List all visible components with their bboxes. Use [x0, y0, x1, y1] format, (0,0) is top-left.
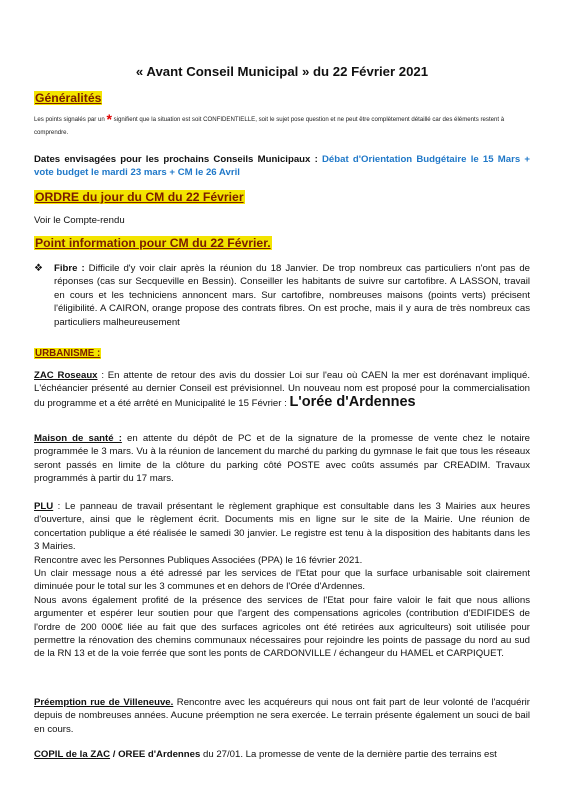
section-heading-urbanisme: URBANISME :	[35, 348, 101, 359]
zac-roseaux-paragraph: ZAC Roseaux : En attente de retour des avis du dossier Loi sur l'eau où CAEN la mer est dorénavant impliqué. L'échéancier présenté au dernier Conseil est prévisionnel. Un nouveau nom est proposé pour la commercialisation du programme et a été arrêté en Municipalité le 15 Février : L'orée d'Ardennes	[34, 370, 530, 410]
section-heading-generalites: Généralités	[35, 91, 102, 105]
plu-paragraph-1: PLU : Le panneau de travail présentant le règlement graphique est consultable dans les 3 Mairies aux heures d'ouverture, ainsi que le règlement écrit. Documents mis en ligne sur le site de la Mairie. Une réunion de concertation publique a été réalisée le samedi 30 janvier. Le registre est tenu à la disposition des habitants dans les 3 Mairies.	[34, 501, 530, 553]
confidentiality-note: Les points signalés par un * signifient que la situation est soit CONFIDENTIELLE, soit le sujet pose question et ne peut être complètement détaillé car des éléments restent à comprendre.	[34, 111, 505, 136]
next-council-dates: Dates envisagées pour les prochains Conseils Municipaux : Débat d'Orientation Budgétaire le 15 Mars + vote budget le mardi 23 mars + CM le 26 Avril	[34, 154, 530, 179]
section-heading-point-info: Point information pour CM du 22 Février.	[35, 236, 271, 250]
section-heading-ordre: ORDRE du jour du CM du 22 Février	[35, 190, 244, 204]
diamond-bullet-icon: ❖	[34, 263, 43, 274]
maison-de-sante-paragraph: Maison de santé : en attente du dépôt de PC et de la signature de la promesse de vente chez le notaire programmée le 3 mars. Vu à la réunion de lancement du marché du parking du gymnase le fait que tous les réseaux seront passés en limite de la clôture du parking côté POSTE avec coûts assumés par CREADIM. Travaux programmés à partir du 17 mars.	[34, 433, 530, 485]
fibre-bullet: ❖ Fibre : Difficile d'y voir clair après la réunion du 18 Janvier. De trop nombreux cas particuliers n'ont pas de réponses (cas sur Secqueville en Bessin). Conseiller les habitants de suivre sur cartofibre. A LASSON, travail en cours et les techniciens annoncent mars. Sur cartofibre, nombreuses maisons (points verts) précisent l'éligibilité. A CAIRON, orange propose des contrats fibres. On est proche, mais il y aura de très nombreux cas particuliers malheureusement	[34, 263, 530, 328]
ordre-text: Voir le Compte-rendu	[34, 215, 125, 226]
preemption-paragraph: Préemption rue de Villeneuve. Rencontre avec les acquéreurs qui nous ont fait part de leur volonté de l'acquérir depuis de nombreuses années. Aucune préemption ne sera exercée. Le terrain présente également un souci de bail en cours.	[34, 697, 530, 735]
new-program-name: L'orée d'Ardennes	[289, 393, 416, 410]
plu-paragraph-2: Rencontre avec les Personnes Publiques Associées (PPA) le 16 février 2021.	[34, 554, 363, 566]
plu-paragraph-4: Nous avons également profité de la présence des services de l'Etat pour faire valoir le fait que nous allions argumenter et espérer leur soutien pour que l'argent des compensations agricoles (contribution d'EDIFIDES de l'ordre de 200 000€ liée au fait que des surfaces agricoles ont été retirées aux agriculteurs) soit utilisée pour permettre la rénovation des chemins communaux nécessaires pour rejoindre les points de passage du nord au sud de la RN 13 et de la voie ferrée que sont les ponts de CARDONVILLE / échangeur du HAMEL et CARPIQUET.	[34, 594, 530, 660]
plu-section	[34, 500, 530, 661]
plu-paragraph-3: Un clair message nous a été adressé par les services de l'Etat pour que la surface urbanisable soit clairement diminuée pour le total sur les 3 communes et en dehors de l'Orée d'Ardennes.	[34, 568, 530, 593]
copil-paragraph: COPIL de la ZAC / OREE d'Ardennes du 27/01. La promesse de vente de la dernière partie des terrains est	[34, 749, 497, 760]
page-title: « Avant Conseil Municipal » du 22 Février 2021	[135, 64, 429, 79]
asterisk-marker: *	[106, 111, 112, 127]
